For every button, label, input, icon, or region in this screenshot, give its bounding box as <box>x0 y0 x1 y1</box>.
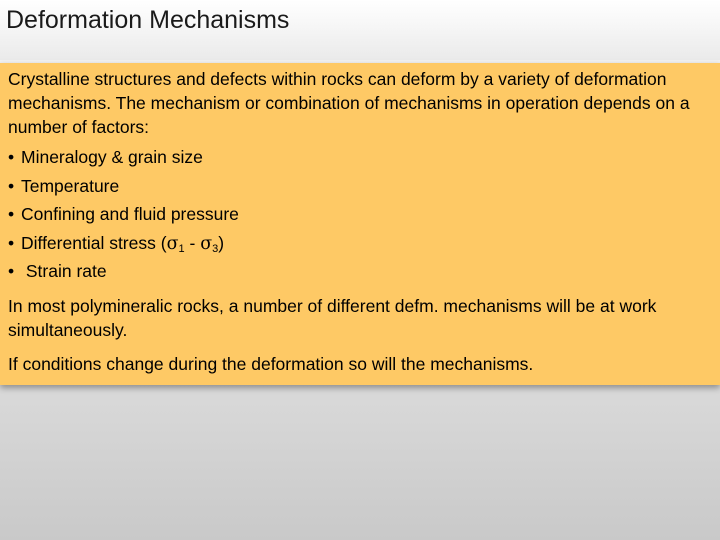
list-item <box>8 172 712 201</box>
bullet-icon: • <box>8 261 15 281</box>
conditions-paragraph: If conditions change during the deformation so will the mechanisms. <box>8 353 534 374</box>
title-bar <box>0 0 720 60</box>
bullet-icon: • <box>8 204 15 224</box>
list-item <box>8 229 712 258</box>
content-box <box>0 63 720 385</box>
intro-paragraph: Crystalline structures and defects within rocks can deform by a variety of deformation mechanisms. The mechanism or combination of mechanisms in operation depends on a number of factors: <box>8 69 690 137</box>
list-item <box>8 143 712 172</box>
stress-suffix: ) <box>218 232 225 253</box>
list-item-label: Mineralogy & grain size <box>21 147 203 167</box>
list-item-label: Confining and fluid pressure <box>21 204 239 224</box>
polymineralic-paragraph: In most polymineralic rocks, a number of different defm. mechanisms will be at work simultaneously. <box>8 295 657 340</box>
sigma-symbol: σ <box>166 233 179 254</box>
bullet-icon: • <box>8 175 15 196</box>
list-item-label: Strain rate <box>25 261 107 281</box>
bullet-icon: • <box>8 232 15 253</box>
list-item <box>8 200 712 229</box>
bullet-icon: • <box>8 147 15 167</box>
sigma-subscript-1: 1 <box>178 242 185 255</box>
sigma-subscript-3: 3 <box>212 242 219 255</box>
sigma-symbol: σ <box>200 233 213 254</box>
stress-prefix: Differential stress ( <box>21 232 167 253</box>
minus-sign: - <box>184 232 201 253</box>
list-item-label: Temperature <box>21 175 120 196</box>
slide-title: Deformation Mechanisms <box>6 6 290 34</box>
list-item <box>8 257 712 286</box>
factor-list <box>8 143 712 286</box>
